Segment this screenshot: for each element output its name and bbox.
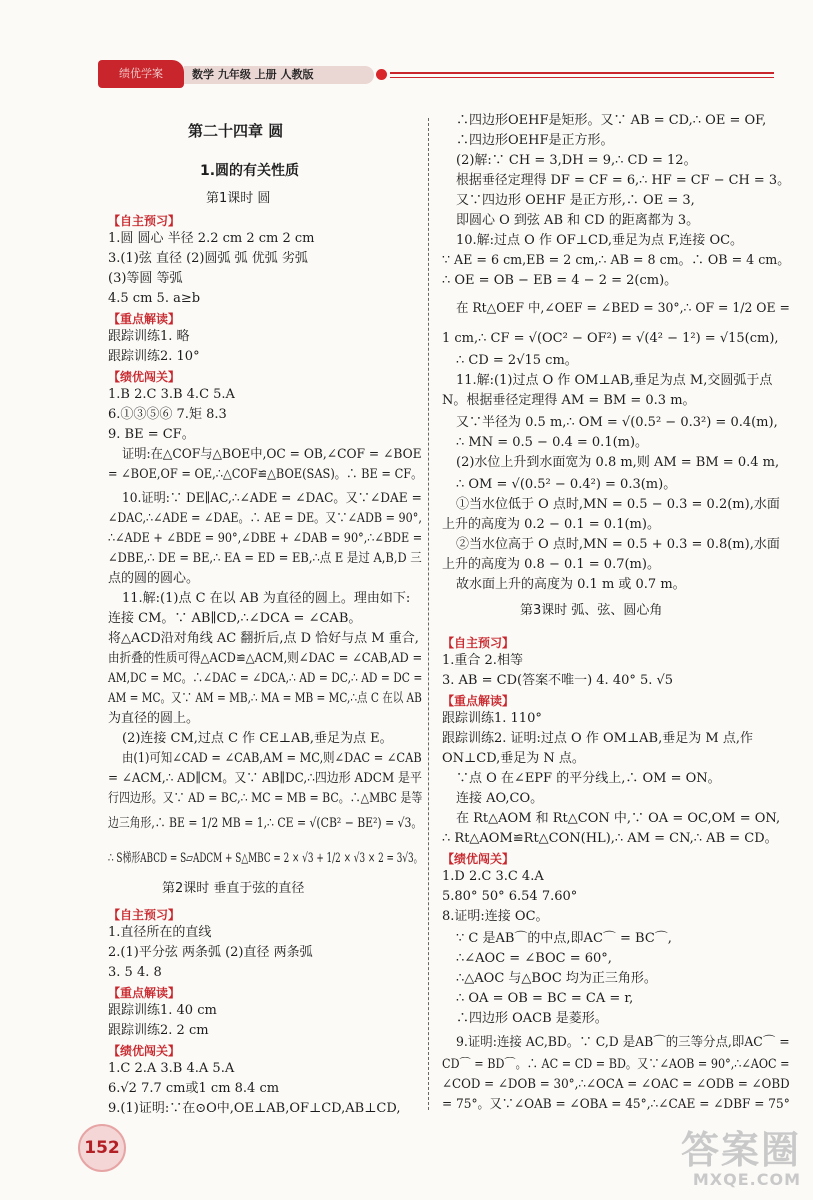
chapter-title: 第二十四章 圆	[188, 122, 284, 140]
text-line: 跟踪训练1. 110°	[442, 711, 542, 726]
text-line: 1.直径所在的直线	[108, 925, 212, 940]
page-number-badge: 152	[78, 1124, 126, 1172]
text-line: 上升的高度为 0.8 − 0.1 = 0.7(m)。	[442, 557, 660, 572]
lesson-title: 第2课时 垂直于弦的直径	[162, 881, 305, 896]
text-line: 在 Rt△OEF 中,∠OEF = ∠BED = 30°,∴ OF = 1/2 OE =	[456, 301, 790, 316]
section-tag: 【绩优闯关】	[108, 1044, 181, 1058]
section-tag: 【自主预习】	[108, 908, 181, 922]
text-line: ∴四边形 OACB 是菱形。	[456, 1011, 608, 1026]
text-line: 由折叠的性质可得△ACD≌△ACM,则∠DAC = ∠CAB,AD =	[108, 651, 423, 666]
text-line: 2.(1)平分弦 两条弧 (2)直径 两条弧	[108, 945, 313, 960]
section-tag: 【重点解读】	[108, 986, 181, 1000]
text-line: CD⌒ = BD⌒。∴ AC = CD = BD。又∵∠AOB = 90°,∴∠AOC =	[442, 1057, 790, 1072]
text-line: 由(1)可知∠CAD = ∠CAB,AM = MC,则∠DAC = ∠CAB	[122, 751, 422, 766]
text-line: 11.解:(1)点 C 在以 AB 为直径的圆上。理由如下:	[122, 591, 411, 606]
section-tag: 【重点解读】	[108, 312, 181, 326]
text-line: 1.C 2.A 3.B 4.A 5.A	[108, 1061, 235, 1076]
header-rule	[390, 72, 774, 74]
text-line: 3. 5 4. 8	[108, 965, 162, 980]
text-line: ∴ S梯形ABCD = S▱ADCM + S△MBC = 2 × √3 + 1/2 × √3 × 2 = 3√3。	[108, 851, 423, 866]
header-dot	[376, 69, 387, 80]
text-line: 6.√2 7.7 cm或1 cm 8.4 cm	[108, 1081, 280, 1096]
text-line: 在 Rt△AOM 和 Rt△CON 中,∵ OA = OC,OM = ON,	[456, 811, 781, 826]
section-tag: 【重点解读】	[442, 694, 515, 708]
text-line: (2)连接 CM,过点 C 作 CE⊥AB,垂足为点 E。	[122, 731, 393, 746]
text-line: ∵ AE = 6 cm,EB = 2 cm,∴ AB = 8 cm。∴ OB = 4 cm。	[442, 253, 790, 268]
text-line: 3.(1)弦 直径 (2)圆弧 弧 优弧 劣弧	[108, 251, 308, 266]
text-line: ②当水位高于 O 点时,MN = 0.5 + 0.3 = 0.8(m),水面	[456, 537, 780, 552]
text-line: 9. BE = CF。	[108, 427, 195, 442]
text-line: = ∠ACM,∴ AD∥CM。又∵ AB∥DC,∴四边形 ADCM 是平	[108, 771, 422, 786]
text-line: 1.D 2.C 3.C 4.A	[442, 869, 544, 884]
text-line: ∴ Rt△AOM≌Rt△CON(HL),∴ AM = CN,∴ AB = CD。	[442, 831, 778, 846]
lesson-title: 第1课时 圆	[206, 191, 271, 206]
text-line: 6.①③⑤⑥ 7.矩 8.3	[108, 407, 227, 422]
text-line: 4.5 cm 5. a≥b	[108, 291, 201, 306]
text-line: 点的圆的圆心。	[108, 571, 200, 586]
text-line: ∴△AOC 与△BOC 均为正三角形。	[456, 971, 657, 986]
text-line: ∠DBE,∴ DE = BE,∴ EA = ED = EB,∴点 E 是过 A,B,D 三	[108, 551, 422, 566]
series-badge: 绩优学案	[98, 60, 184, 88]
text-line: = ∠BOE,OF = OE,∴△COF≌△BOE(SAS)。∴ BE = CF。	[108, 467, 423, 482]
text-line: AM,DC = MC。∴∠DAC = ∠DCA,∴ AD = DC,∴ AD = DC =	[108, 671, 423, 686]
section-tag: 【自主预习】	[442, 636, 515, 650]
text-line: N。根据垂径定理得 AM = BM = 0.3 m。	[442, 393, 696, 408]
text-line: ∴∠AOC = ∠BOC = 60°,	[456, 951, 612, 966]
text-line: ∠DAC,∴∠ADE = ∠DAE。∴ AE = DE。又∵∠ADB = 90°,	[108, 511, 422, 526]
text-line: ∴∠ADE + ∠BDE = 90°,∠DBE + ∠DAB = 90°,∴∠BDE =	[108, 531, 423, 546]
text-line: ∴ OA = OB = BC = CA = r,	[456, 991, 634, 1006]
text-line: ∴ MN = 0.5 − 0.4 = 0.1(m)。	[456, 435, 649, 450]
text-line: ∴四边形OEHF是矩形。又∵ AB = CD,∴ OE = OF,	[456, 113, 767, 128]
text-line: 故水面上升的高度为 0.1 m 或 0.7 m。	[456, 577, 686, 592]
text-line: = 75°。又∵∠OAB = ∠OBA = 45°,∴∠CAE = ∠DBF = 75°	[442, 1097, 790, 1112]
text-line: 1.圆 圆心 半径 2.2 cm 2 cm 2 cm	[108, 231, 315, 246]
text-line: (2)解:∵ CH = 3,DH = 9,∴ CD = 12。	[456, 153, 697, 168]
text-line: (3)等圆 等弧	[108, 271, 183, 286]
text-line: 10.证明:∵ DE∥AC,∴∠ADE = ∠DAC。又∵∠DAE =	[122, 491, 422, 506]
text-line: 9.(1)证明:∵在⊙O中,OE⊥AB,OF⊥CD,AB⊥CD,	[108, 1101, 401, 1116]
text-line: 跟踪训练2. 2 cm	[108, 1023, 209, 1038]
text-line: 1.重合 2.相等	[442, 653, 523, 668]
section-tag: 【自主预习】	[108, 214, 181, 228]
text-line: 行四边形。又∵ AD = BC,∴ MC = MB = BC。∴△MBC 是等	[108, 791, 423, 806]
text-line: ①当水位低于 O 点时,MN = 0.5 − 0.3 = 0.2(m),水面	[456, 497, 780, 512]
text-line: 跟踪训练2. 10°	[108, 349, 200, 364]
text-line: 跟踪训练2. 证明:过点 O 作 OM⊥AB,垂足为 M 点,作	[442, 731, 753, 746]
text-line: AM = MC。又∵ AM = MB,∴ MA = MB = MC,∴点 C 在以 AB	[108, 691, 422, 706]
text-line: 跟踪训练1. 40 cm	[108, 1003, 217, 1018]
text-line: 5.80° 50° 6.54 7.60°	[442, 889, 578, 904]
header-rule-thin	[390, 77, 774, 78]
text-line: (2)水位上升到水面宽为 0.8 m,则 AM = BM = 0.4 m,	[456, 455, 780, 470]
text-line: 跟踪训练1. 略	[108, 329, 190, 344]
text-line: 8.证明:连接 OC。	[442, 909, 549, 924]
text-line: 1.B 2.C 3.B 4.C 5.A	[108, 387, 235, 402]
text-line: ∵点 O 在∠EPF 的平分线上,∴ OM = ON。	[456, 771, 721, 786]
text-line: ∵ C 是AB⌒的中点,即AC⌒ = BC⌒,	[456, 931, 672, 946]
text-line: 为直径的圆上。	[108, 711, 200, 726]
text-line: 9.证明:连接 AC,BD。∵ C,D 是AB⌒的三等分点,即AC⌒ =	[456, 1035, 790, 1050]
text-line: ON⊥CD,垂足为 N 点。	[442, 751, 585, 766]
text-line: 上升的高度为 0.2 − 0.1 = 0.1(m)。	[442, 517, 660, 532]
book-info-band: 数学 九年级 上册 人教版	[184, 66, 374, 84]
text-line: 将△ACD沿对角线 AC 翻折后,点 D 恰好与点 M 重合,	[108, 631, 419, 646]
text-line: ∴ OM = √(0.5² − 0.4²) = 0.3(m)。	[456, 477, 677, 492]
text-line: 根据垂径定理得 DF = CF = 6,∴ HF = CF − CH = 3。	[456, 173, 790, 188]
watermark-url: MXQE.COM	[692, 1170, 801, 1189]
text-line: 10.解:过点 O 作 OF⊥CD,垂足为点 F,连接 OC。	[456, 233, 744, 248]
text-line: 即圆心 O 到弦 AB 和 CD 的距离都为 3。	[456, 213, 700, 228]
lesson-title: 第3课时 弧、弦、圆心角	[520, 603, 663, 618]
section-tag: 【绩优闯关】	[108, 370, 181, 384]
text-line: 又∵四边形 OEHF 是正方形,∴ OE = 3,	[456, 193, 695, 208]
text-line: 1 cm,∴ CF = √(OC² − OF²) = √(4² − 1²) = √15(cm),	[442, 331, 779, 346]
text-line: 11.解:(1)过点 O 作 OM⊥AB,垂足为点 M,交圆弧于点	[456, 373, 773, 388]
watermark	[681, 1130, 801, 1189]
text-line: 又∵半径为 0.5 m,∴ OM = √(0.5² − 0.3²) = 0.4(m),	[456, 415, 778, 430]
column-divider	[428, 118, 429, 1110]
text-line: ∴ CD = 2√15 cm。	[456, 353, 578, 368]
text-line: ∴四边形OEHF是正方形。	[456, 133, 614, 148]
text-line: ∴ OE = OB − EB = 4 − 2 = 2(cm)。	[442, 273, 678, 288]
watermark-logo-text: 答案圈	[680, 1128, 801, 1172]
text-line: 边三角形,∴ BE = 1/2 MB = 1,∴ CE = √(CB² − BE²) = √3。	[108, 816, 423, 831]
section-tag: 【绩优闯关】	[442, 852, 515, 866]
text-line: 3. AB = CD(答案不唯一) 4. 40° 5. √5	[442, 673, 674, 688]
text-line: ∠COD = ∠DOB = 30°,∴∠OCA = ∠OAC = ∠ODB = ∠OBD	[442, 1077, 790, 1092]
text-line: 证明:在△COF与△BOE中,OC = OB,∠COF = ∠BOE	[122, 447, 422, 462]
text-line: 连接 AO,CO。	[456, 791, 544, 806]
section-title: 1.圆的有关性质	[200, 163, 300, 179]
text-line: 连接 CM。∵ AB∥CD,∴∠DCA = ∠CAB。	[108, 611, 362, 626]
